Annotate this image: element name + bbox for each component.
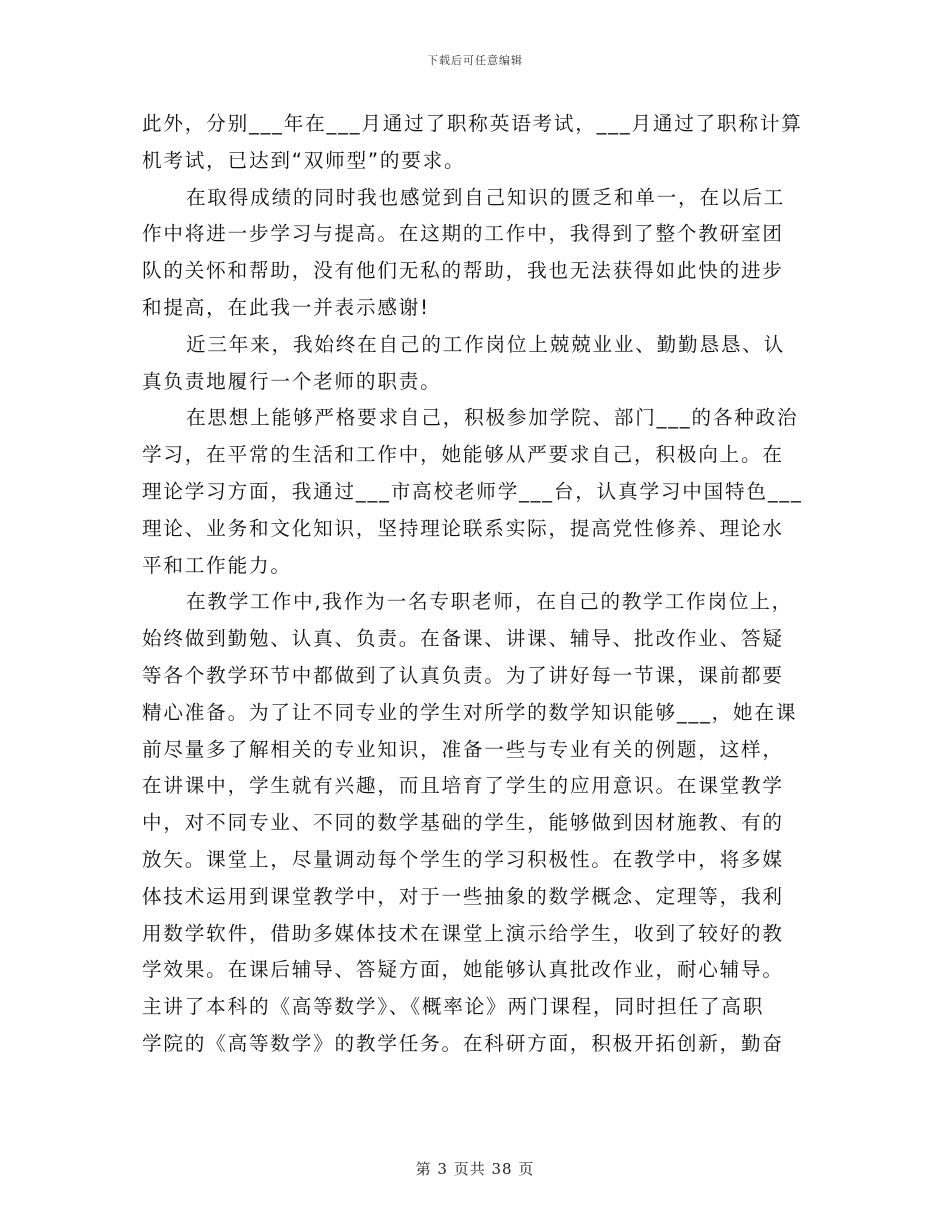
text-line: 学院的《高等数学》的教学任务。在科研方面，积极开拓创新，勤奋: [142, 1031, 784, 1055]
paragraph-first-line: 在教学工作中,我作为一名专职老师，在自己的教学工作岗位上，: [186, 590, 794, 614]
text-line: 理论学习方面，我通过___市高校老师学___台，认真学习中国特色___: [142, 479, 803, 503]
text-line: 理论、业务和文化知识，坚持理论联系实际，提高党性修养、理论水: [142, 516, 784, 540]
text-line: 和提高，在此我一并表示感谢!: [142, 295, 430, 319]
text-line: 始终做到勤勉、认真、负责。在备课、讲课、辅导、批改作业、答疑: [142, 627, 784, 651]
text-line: 学习，在平常的生活和工作中，她能够从严要求自己，积极向上。在: [142, 443, 784, 467]
text-line: 平和工作能力。: [142, 553, 292, 577]
text-line: 在讲课中，学生就有兴趣，而且培育了学生的应用意识。在课堂教学: [142, 774, 784, 798]
text-line: 放矢。课堂上，尽量调动每个学生的学习积极性。在教学中，将多媒: [142, 847, 784, 871]
page-number: 第 3 页共 38 页: [415, 1160, 535, 1178]
text-line: 此外，分别___年在___月通过了职称英语考试，___月通过了职称计算: [142, 112, 803, 135]
page-header: 下载后可任意编辑: [427, 54, 523, 67]
text-line: 等各个教学环节中都做到了认真负责。为了讲好每一节课，课前都要: [142, 663, 784, 687]
text-line: 用数学软件，借助多媒体技术在课堂上演示给学生，收到了较好的教: [142, 921, 784, 945]
text-line: 精心准备。为了让不同专业的学生对所学的数学知识能够___，她在课: [142, 700, 798, 724]
text-line: 前尽量多了解相关的专业知识，准备一些与专业有关的例题，这样，: [142, 737, 784, 761]
text-line: 体技术运用到课堂教学中，对于一些抽象的数学概念、定理等，我利: [142, 884, 784, 908]
text-line: 学效果。在课后辅导、答疑方面，她能够认真批改作业，耐心辅导。: [142, 958, 784, 982]
paragraph-first-line: 在取得成绩的同时我也感觉到自己知识的匮乏和单一，在以后工: [186, 185, 786, 209]
text-line: 队的关怀和帮助，没有他们无私的帮助，我也无法获得如此快的进步: [142, 259, 784, 283]
paragraph-first-line: 在思想上能够严格要求自己，积极参加学院、部门___的各种政治: [186, 406, 799, 430]
text-line: 中，对不同专业、不同的数学基础的学生，能够做到因材施教、有的: [142, 811, 784, 835]
text-line: 真负责地履行一个老师的职责。: [142, 369, 442, 393]
paragraph-first-line: 近三年来，我始终在自己的工作岗位上兢兢业业、勤勤恳恳、认: [186, 332, 786, 356]
text-line: 机考试，已达到“双师型”的要求。: [142, 148, 466, 172]
text-line: 主讲了本科的《高等数学》、《概率论》两门课程，同时担任了高职: [142, 995, 765, 1019]
text-line: 作中将进一步学习与提高。在这期的工作中，我得到了整个教研室团: [142, 222, 784, 246]
document-body: [142, 106, 806, 1063]
